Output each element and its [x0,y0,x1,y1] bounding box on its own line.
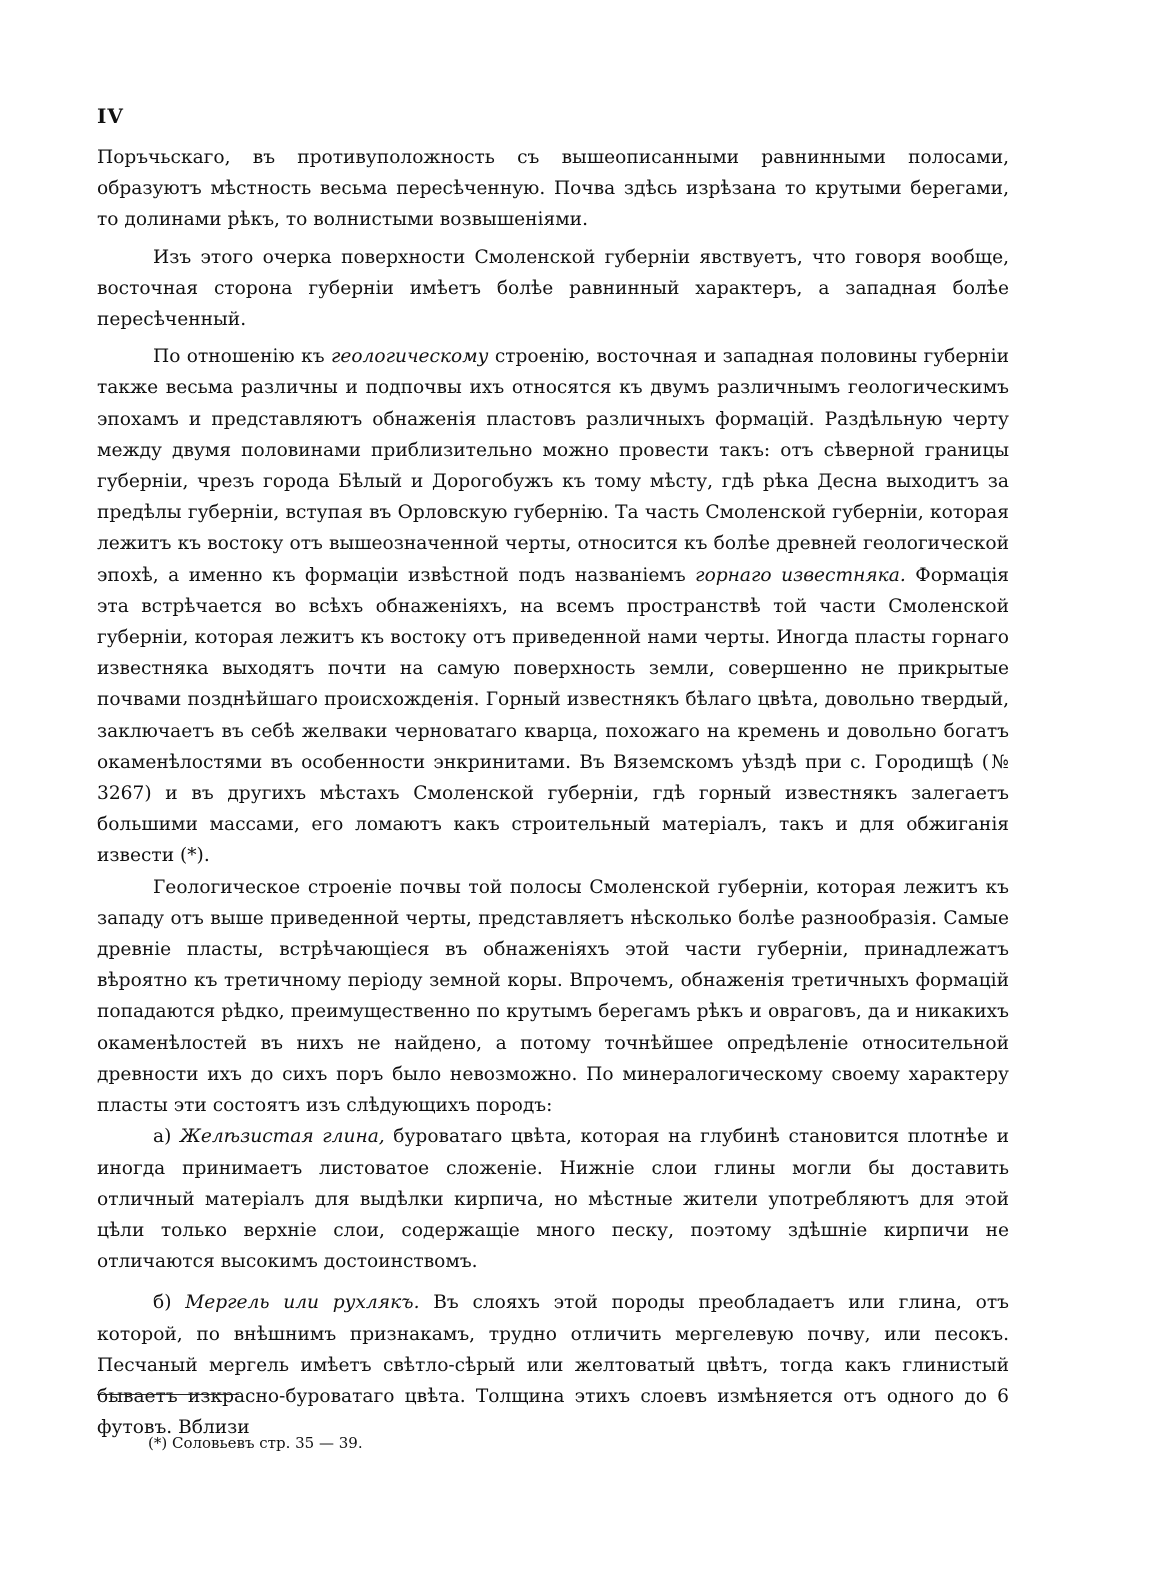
italic-term: горнаго известняка. [695,564,906,586]
footnote-divider [97,1394,239,1395]
paragraph-surface-summary: Изъ этого очерка поверхности Смоленской губерніи явствуетъ, что говоря вообще, восточная сторона губерніи имѣетъ болѣе равнинный характеръ, а западная болѣе пересѣченный. [97,246,1009,331]
paragraph-geology-east [97,341,1009,871]
footnote: (*) Соловьевъ стр. 35 — 39. [148,1434,363,1452]
paragraph-continuation: Поръчьскаго, въ противуположность съ вышеописанными равнинными полосами, образуютъ мѣстность весьма пересѣченную. Почва здѣсь изрѣзана то крутыми берегами, то долинами рѣкъ, то волнистыми возвышеніями. [97,147,1009,231]
paragraph-text: буроватаго цвѣта, которая на глубинѣ становится плотнѣе и иногда принимаетъ листоватое сложеніе. Нижніе слои глины могли бы доставить отличный матеріалъ для выдѣлки кирпича, но мѣстные жители употребляютъ для этой цѣли только верхніе слои, содержащіе много песку, поэтому здѣшніе кирпичи не отличаются высокимъ достоинствомъ. [97,1126,1010,1273]
italic-term: Желѣзистая глина, [179,1126,385,1148]
paragraph-text: Формація эта встрѣчается во всѣхъ обнаженіяхъ, на всемъ пространствѣ той части Смоленской губерніи, которая лежитъ къ востоку отъ приведенной нами черты. Иногда пласты горнаго известняка выходятъ почти на самую поверхность земли, совершенно не прикрытые почвами позднѣйшаго происхожденія. Горный известнякъ бѣлаго цвѣта, довольно твердый, заключаетъ въ себѣ желваки черноватаго кварца, похожаго на кремень и довольно богатъ окаменѣлостями въ особенности энкринитами. Въ Вяземскомъ уѣздѣ при с. Городищѣ (№ 3267) и въ другихъ мѣстахъ Смоленской губерніи, гдѣ горный известнякъ залегаетъ большими массами, его ломаютъ какъ строительный матеріалъ, такъ и для обжиганія извести (*). [97,564,1009,867]
body-text [97,142,1009,1443]
paragraph-text: строенію, восточная и западная половины губерніи также весьма различны и подпочвы ихъ относятся къ двумъ различнымъ геологическимъ эпохамъ и представляютъ обнаженія пластовъ различныхъ формацій. Раздѣльную черту между двумя половинами приблизительно можно провести такъ: отъ сѣверной границы губерніи, чрезъ города Бѣлый и Дорогобужъ къ тому мѣсту, гдѣ рѣка Десна выходитъ за предѣлы губерніи, вступая въ Орловскую губернію. Та часть Смоленской губерніи, которая лежитъ къ востоку отъ вышеозначенной черты, относится къ болѣе древней геологической эпохѣ, а именно къ формаціи извѣстной подъ названіемъ [97,346,1009,586]
page-number: IV [97,104,124,128]
paragraph-item-a [97,1121,1009,1277]
italic-term: геологическому [330,346,489,368]
list-marker: б) [153,1292,186,1314]
italic-term: Мергель или рухлякъ. [185,1292,420,1314]
paragraph-geology-west: Геологическое строеніе почвы той полосы Смоленской губерніи, которая лежитъ къ западу отъ выше приведенной черты, представляетъ нѣсколько болѣе разнообразія. Самые древніе пласты, встрѣчающіеся въ обнаженіяхъ этой части губерніи, принадлежатъ вѣроятно къ третичному періоду земной коры. Впрочемъ, обнаженія третичныхъ формацій попадаются рѣдко, преимущественно по крутымъ берегамъ рѣкъ и овраговъ, да и никакихъ окаменѣлостей въ нихъ не найдено, а потому точнѣйшее опредѣленіе относительной древности ихъ до сихъ поръ было невозможно. По минералогическому своему характеру пласты эти состоятъ изъ слѣдующихъ породъ: [97,876,1009,1117]
paragraph-item-b [97,1287,1009,1443]
list-marker: а) [153,1126,180,1148]
paragraph-text: Въ слояхъ этой породы преобладаетъ или глина, отъ которой, по внѣшнимъ признакамъ, трудно отличить мергелевую почву, или песокъ. Песчаный мергель имѣетъ свѣтло-сѣрый или желтоватый цвѣтъ, тогда какъ глинистый бываетъ изкрасно-буроватаго цвѣта. Толщина этихъ слоевъ измѣняется отъ одного до 6 футовъ. Вблизи [97,1292,1009,1439]
paragraph-text: По отношенію къ [153,346,331,368]
